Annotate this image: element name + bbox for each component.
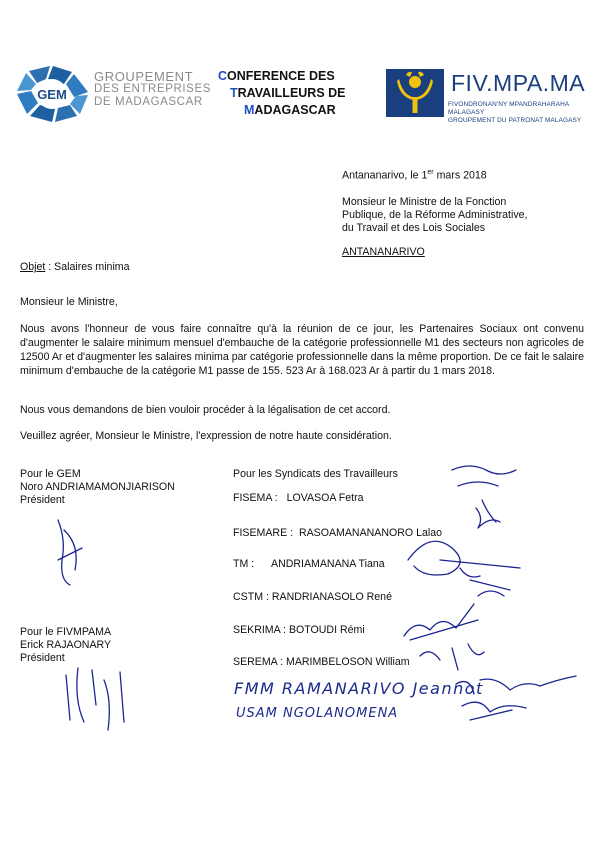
ctm-line1: CONFERENCE DES: [218, 69, 335, 83]
recipient-line-1: Monsieur le Ministre de la Fonction: [342, 196, 507, 208]
gem-line3: DE MADAGASCAR: [94, 96, 203, 108]
handwritten-fmm: FMM RAMANARIVO Jeannot: [234, 679, 484, 698]
gem-signature: [58, 520, 82, 585]
fiv-subtitle-1: FIVONDRONAN'NY MPANDRAHARAHA MALAGASY: [448, 101, 569, 116]
body-paragraph-2: Nous vous demandons de bien vouloir procéder à la légalisation de cet accord.: [20, 404, 391, 416]
body-paragraph-3: Veuillez agréer, Monsieur le Ministre, l'expression de notre haute considération.: [20, 430, 392, 442]
gem-line1: GROUPEMENT: [94, 69, 194, 84]
gem-signatory-title: Pour le GEM: [20, 468, 81, 480]
fivmpama-signatory-name: Erick RAJAONARY: [20, 639, 112, 651]
gem-signatory-name: Noro ANDRIAMAMONJIARISON: [20, 481, 175, 493]
salutation: Monsieur le Ministre,: [20, 296, 118, 308]
fiv-subtitle-2: GROUPEMENT DU PATRONAT MALAGASY: [448, 117, 582, 124]
union-row-fisemare: FISEMARE : RASOAMANANANORO Lalao: [233, 527, 442, 539]
usam-signature: [462, 702, 526, 720]
body-paragraph-1: Nous avons l'honneur de vous faire connaître qu'à la réunion de ce jour, les Partenaires Sociaux ont convenu d'augmenter le salaire minimum mensuel d'embauche de la catégorie professionnelle M1 des secteurs non agricoles de 12500 Ar et d'augmenter les salaires minima par catégorie professionnelle dans la même proportion. De ce fait le salaire minimum d'embauche de la catégorie M1 passe de 155. 523 Ar à 168.023 Ar à partir du 1 mars 2018.: [20, 323, 584, 377]
serema-signature: [420, 644, 484, 670]
recipient-line-2: Publique, de la Réforme Administrative,: [342, 209, 528, 221]
gem-abbr: GEM: [37, 87, 67, 102]
union-row-sekrima: SEKRIMA : BOTOUDI Rémi: [233, 624, 365, 636]
fiv-name: FIV.MPA.MA: [451, 70, 586, 96]
fivmpama-signature: [66, 668, 124, 730]
recipient-line-3: du Travail et des Lois Sociales: [342, 222, 486, 234]
gem-signatory-role: Président: [20, 494, 65, 506]
union-row-fisema: FISEMA : LOVASOA Fetra: [233, 492, 364, 504]
union-row-tm: TM : ANDRIAMANANA Tiana: [233, 558, 385, 570]
syndicats-title: Pour les Syndicats des Travailleurs: [233, 468, 398, 480]
fivmpama-signatory-title: Pour le FIVMPAMA: [20, 626, 112, 638]
union-row-serema: SEREMA : MARIMBELOSON William: [233, 656, 410, 668]
fivmpama-signatory-role: Président: [20, 652, 65, 664]
cstm-signature: [470, 580, 510, 596]
handwritten-usam: USAM NGOLANOMENA: [236, 706, 399, 721]
place-date: Antananarivo, le 1er mars 2018: [342, 169, 487, 182]
tm-signature: [408, 541, 520, 577]
fisema-signature: [452, 466, 516, 522]
recipient-city: ANTANANARIVO: [342, 246, 425, 258]
sekrima-signature: [404, 604, 478, 640]
ctm-line3: MADAGASCAR: [244, 103, 336, 117]
gem-line2: DES ENTREPRISES: [94, 83, 211, 95]
union-row-cstm: CSTM : RANDRIANASOLO René: [233, 591, 392, 603]
ctm-line2: TRAVAILLEURS DE: [230, 86, 346, 100]
object-line: Objet : Salaires minima: [20, 261, 130, 273]
fmm-signature: [456, 676, 576, 694]
